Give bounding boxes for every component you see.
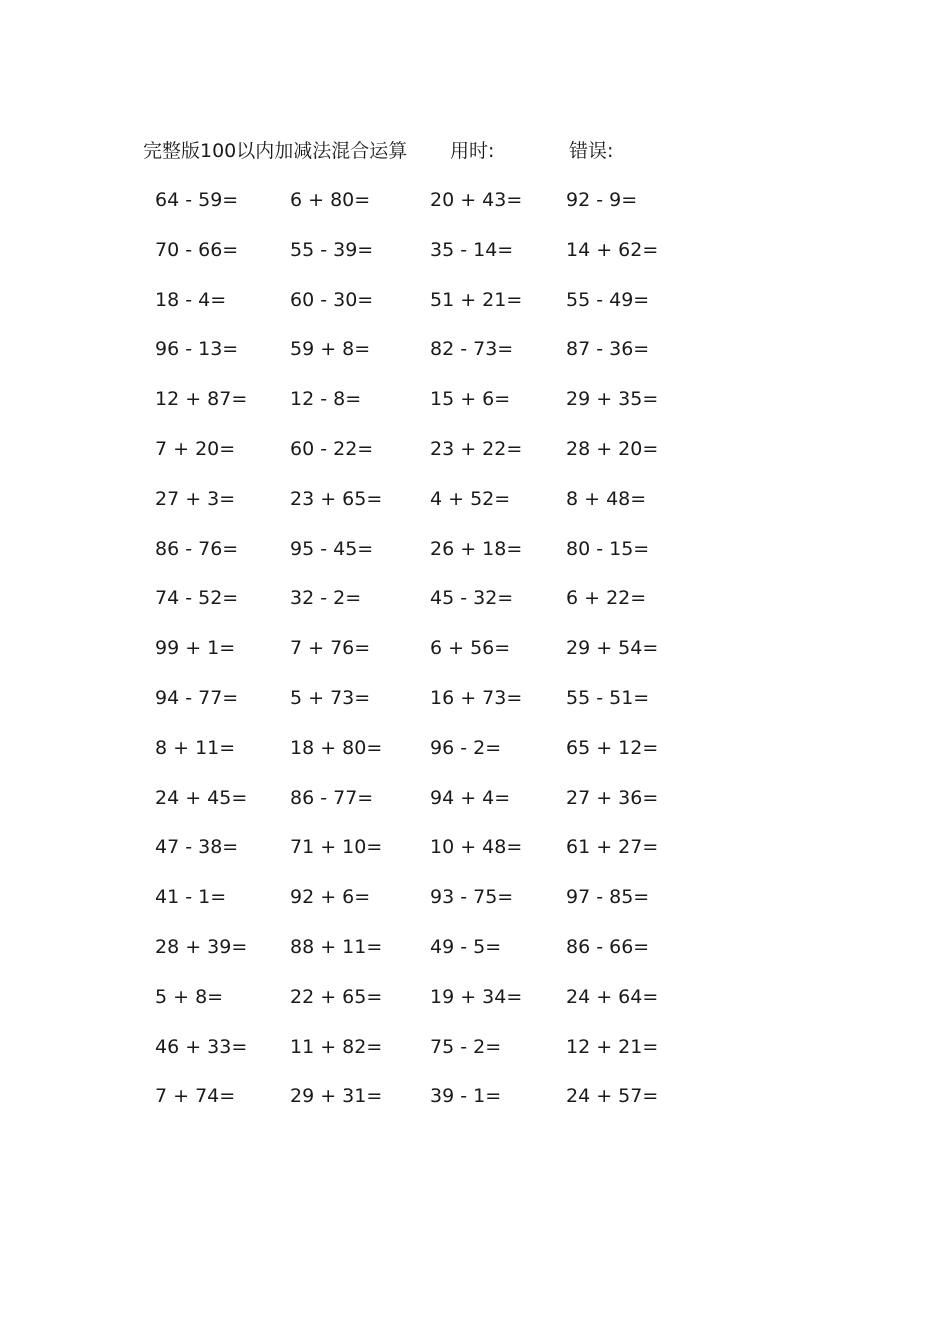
problem-row — [0, 182, 950, 232]
arithmetic-problem: 27 + 36= — [566, 786, 659, 809]
problem-row — [0, 1029, 950, 1079]
arithmetic-problem: 96 - 13= — [155, 338, 239, 361]
problem-grid — [0, 182, 950, 1128]
problem-row — [0, 481, 950, 531]
problem-row — [0, 879, 950, 929]
arithmetic-problem: 59 + 8= — [290, 338, 371, 361]
arithmetic-problem: 26 + 18= — [430, 537, 523, 560]
arithmetic-problem: 45 - 32= — [430, 587, 514, 610]
arithmetic-problem: 8 + 48= — [566, 487, 647, 510]
arithmetic-problem: 12 + 21= — [566, 1035, 659, 1058]
arithmetic-problem: 8 + 11= — [155, 736, 236, 759]
arithmetic-problem: 92 + 6= — [290, 886, 371, 909]
problem-row — [0, 829, 950, 879]
arithmetic-problem: 47 - 38= — [155, 836, 239, 859]
worksheet-title: 完整版100以内加减法混合运算 — [143, 140, 408, 162]
arithmetic-problem: 23 + 22= — [430, 437, 523, 460]
arithmetic-problem: 6 + 80= — [290, 189, 371, 211]
problem-row — [0, 979, 950, 1029]
arithmetic-problem: 39 - 1= — [430, 1085, 502, 1108]
arithmetic-problem: 24 + 64= — [566, 985, 659, 1008]
arithmetic-problem: 20 + 43= — [430, 189, 523, 211]
arithmetic-problem: 55 - 51= — [566, 686, 650, 709]
problem-row — [0, 1078, 950, 1128]
arithmetic-problem: 18 + 80= — [290, 736, 383, 759]
arithmetic-problem: 41 - 1= — [155, 886, 227, 909]
arithmetic-problem: 4 + 52= — [430, 487, 511, 510]
arithmetic-problem: 10 + 48= — [430, 836, 523, 859]
arithmetic-problem: 11 + 82= — [290, 1035, 383, 1058]
arithmetic-problem: 96 - 2= — [430, 736, 502, 759]
arithmetic-problem: 86 - 77= — [290, 786, 374, 809]
arithmetic-problem: 28 + 39= — [155, 935, 248, 958]
problem-row — [0, 531, 950, 581]
arithmetic-problem: 24 + 45= — [155, 786, 248, 809]
arithmetic-problem: 12 - 8= — [290, 388, 362, 411]
arithmetic-problem: 51 + 21= — [430, 288, 523, 311]
problem-row — [0, 431, 950, 481]
arithmetic-problem: 15 + 6= — [430, 388, 511, 411]
arithmetic-problem: 94 + 4= — [430, 786, 511, 809]
arithmetic-problem: 7 + 20= — [155, 437, 236, 460]
arithmetic-problem: 97 - 85= — [566, 886, 650, 909]
arithmetic-problem: 5 + 73= — [290, 686, 371, 709]
arithmetic-problem: 60 - 30= — [290, 288, 374, 311]
arithmetic-problem: 29 + 35= — [566, 388, 659, 411]
arithmetic-problem: 64 - 59= — [155, 189, 239, 211]
arithmetic-problem: 23 + 65= — [290, 487, 383, 510]
arithmetic-problem: 95 - 45= — [290, 537, 374, 560]
arithmetic-problem: 87 - 36= — [566, 338, 650, 361]
arithmetic-problem: 71 + 10= — [290, 836, 383, 859]
arithmetic-problem: 93 - 75= — [430, 886, 514, 909]
problem-row — [0, 929, 950, 979]
arithmetic-problem: 75 - 2= — [430, 1035, 502, 1058]
arithmetic-problem: 5 + 8= — [155, 985, 224, 1008]
time-used-label: 用时: — [450, 140, 495, 162]
problem-row — [0, 282, 950, 332]
arithmetic-problem: 27 + 3= — [155, 487, 236, 510]
arithmetic-problem: 55 - 39= — [290, 238, 374, 261]
problem-row — [0, 780, 950, 830]
arithmetic-problem: 80 - 15= — [566, 537, 650, 560]
arithmetic-problem: 6 + 56= — [430, 637, 511, 660]
arithmetic-problem: 29 + 31= — [290, 1085, 383, 1108]
problem-row — [0, 630, 950, 680]
arithmetic-problem: 99 + 1= — [155, 637, 236, 660]
arithmetic-problem: 32 - 2= — [290, 587, 362, 610]
problem-row — [0, 232, 950, 282]
arithmetic-problem: 16 + 73= — [430, 686, 523, 709]
arithmetic-problem: 18 - 4= — [155, 288, 227, 311]
arithmetic-problem: 86 - 76= — [155, 537, 239, 560]
arithmetic-problem: 74 - 52= — [155, 587, 239, 610]
arithmetic-problem: 60 - 22= — [290, 437, 374, 460]
arithmetic-problem: 46 + 33= — [155, 1035, 248, 1058]
arithmetic-problem: 12 + 87= — [155, 388, 248, 411]
arithmetic-problem: 22 + 65= — [290, 985, 383, 1008]
arithmetic-problem: 49 - 5= — [430, 935, 502, 958]
arithmetic-problem: 92 - 9= — [566, 189, 638, 211]
arithmetic-problem: 7 + 76= — [290, 637, 371, 660]
arithmetic-problem: 70 - 66= — [155, 238, 239, 261]
arithmetic-problem: 94 - 77= — [155, 686, 239, 709]
arithmetic-problem: 7 + 74= — [155, 1085, 236, 1108]
arithmetic-problem: 65 + 12= — [566, 736, 659, 759]
problem-row — [0, 730, 950, 780]
arithmetic-problem: 35 - 14= — [430, 238, 514, 261]
errors-label: 错误: — [569, 140, 614, 162]
arithmetic-problem: 29 + 54= — [566, 637, 659, 660]
arithmetic-problem: 24 + 57= — [566, 1085, 659, 1108]
worksheet-header — [143, 136, 703, 166]
arithmetic-problem: 61 + 27= — [566, 836, 659, 859]
problem-row — [0, 331, 950, 381]
arithmetic-problem: 28 + 20= — [566, 437, 659, 460]
problem-row — [0, 580, 950, 630]
arithmetic-problem: 6 + 22= — [566, 587, 647, 610]
arithmetic-problem: 88 + 11= — [290, 935, 383, 958]
arithmetic-problem: 19 + 34= — [430, 985, 523, 1008]
problem-row — [0, 381, 950, 431]
arithmetic-problem: 86 - 66= — [566, 935, 650, 958]
arithmetic-problem: 14 + 62= — [566, 238, 659, 261]
arithmetic-problem: 82 - 73= — [430, 338, 514, 361]
arithmetic-problem: 55 - 49= — [566, 288, 650, 311]
problem-row — [0, 680, 950, 730]
